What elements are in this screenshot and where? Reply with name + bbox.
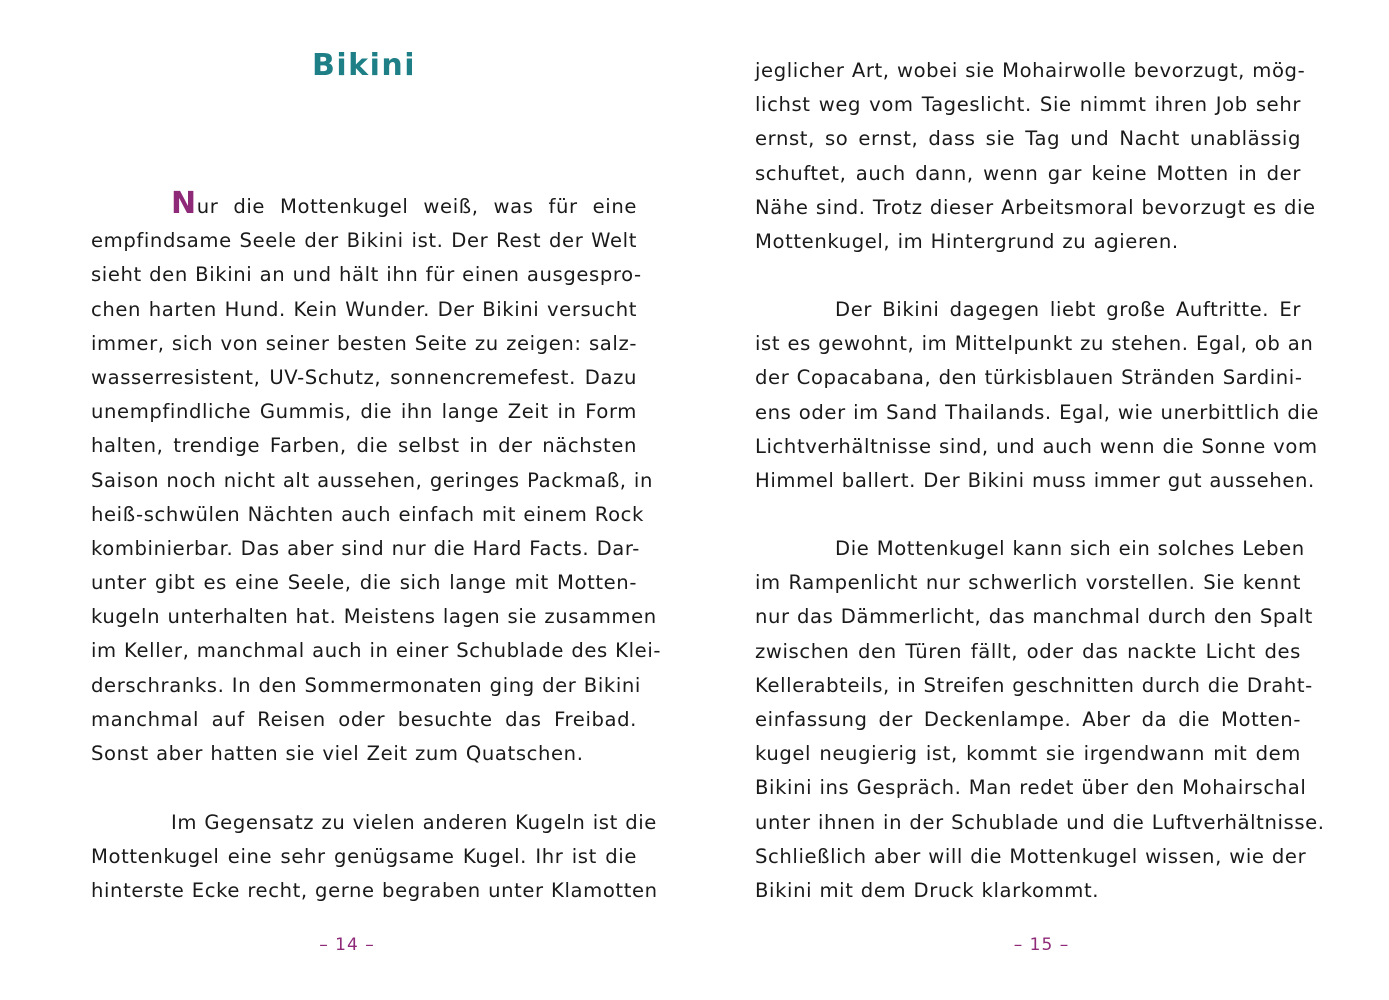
right-page — [694, 0, 1389, 1000]
left-paragraph-2 — [91, 806, 658, 909]
text-line: Schließlich aber will die Mottenkugel wissen, wie der — [755, 844, 1307, 868]
text-line: Kellerabteils, in Streifen geschnitten durch die Draht- — [755, 673, 1313, 697]
drop-cap: N — [171, 186, 197, 221]
text-line: im Rampenlicht nur schwerlich vorstellen. Sie kennt — [755, 571, 1301, 595]
text-line: ist es gewohnt, im Mittelpunkt zu stehen. Egal, ob an — [755, 332, 1314, 356]
text-line: Nur die Mottenkugel weiß, was für eine — [171, 186, 637, 221]
text-line: halten, trendige Farben, die selbst in der nächsten — [91, 434, 637, 458]
text-line: kugeln unterhalten hat. Meistens lagen sie zusammen — [91, 605, 657, 629]
text-line: im Keller, manchmal auch in einer Schublade des Klei- — [91, 639, 662, 663]
text-line: jeglicher Art, wobei sie Mohairwolle bevorzugt, mög- — [755, 59, 1306, 82]
text-line: Der Bikini dagegen liebt große Auftritte. Er — [835, 298, 1301, 321]
text-line: ernst, so ernst, dass sie Tag und Nacht unablässig — [755, 127, 1301, 151]
left-page — [0, 0, 694, 1000]
text-line: Lichtverhältnisse sind, und auch wenn die Sonne vom — [755, 434, 1318, 458]
text-line: Die Mottenkugel kann sich ein solches Leben — [835, 537, 1305, 560]
text-line: sieht den Bikini an und hält ihn für einen ausgespro- — [91, 263, 642, 287]
right-paragraph-1 — [755, 54, 1316, 259]
right-paragraph-3 — [755, 532, 1325, 908]
text-line: heiß-schwülen Nächten auch einfach mit einem Rock — [91, 502, 644, 526]
page-number: – 15 – — [1013, 935, 1070, 955]
text-line: nur das Dämmerlicht, das manchmal durch den Spalt — [755, 605, 1313, 629]
page-number: – 14 – — [319, 935, 375, 955]
text-line: Saison noch nicht alt aussehen, geringes Packmaß, in — [91, 468, 653, 492]
text-line: Bikini ins Gespräch. Man redet über den Mohairschal — [755, 776, 1307, 800]
text-line: unter ihnen in der Schublade und die Luftverhältnisse. — [755, 810, 1325, 834]
text-line: lichst weg vom Tageslicht. Sie nimmt ihren Job sehr — [755, 93, 1301, 117]
right-paragraph-2 — [755, 293, 1320, 498]
text-line: manchmal auf Reisen oder besuchte das Freibad. — [91, 707, 637, 731]
text-line: Himmel ballert. Der Bikini muss immer gut aussehen. — [755, 468, 1315, 492]
text-line: der Copacabana, den türkisblauen Stränden Sardini- — [755, 366, 1303, 390]
text-line: wasserresistent, UV-Schutz, sonnencremefest. Dazu — [91, 365, 637, 389]
text-line: Bikini mit dem Druck klarkommt. — [755, 878, 1100, 902]
text-line: chen harten Hund. Kein Wunder. Der Bikini versucht — [91, 297, 637, 321]
text-line: empfindsame Seele der Bikini ist. Der Rest der Welt — [91, 229, 637, 253]
text-line: Im Gegensatz zu vielen anderen Kugeln ist die — [171, 811, 657, 834]
text-line: kugel neugierig ist, kommt sie irgendwann mit dem — [755, 742, 1301, 766]
text-line: schuftet, auch dann, wenn gar keine Motten in der — [755, 161, 1301, 185]
text-line: kombinierbar. Das aber sind nur die Hard Facts. Dar- — [91, 536, 640, 560]
text-line: zwischen den Türen fällt, oder das nackte Licht des — [755, 639, 1301, 663]
text-line: Mottenkugel, im Hintergrund zu agieren. — [755, 229, 1179, 253]
text-line: ens oder im Sand Thailands. Egal, wie unerbittlich die — [755, 400, 1320, 424]
text-line: unter gibt es eine Seele, die sich lange mit Motten- — [91, 571, 637, 595]
text-line: immer, sich von seiner besten Seite zu zeigen: salz- — [91, 331, 637, 355]
text-line: hinterste Ecke recht, gerne begraben unter Klamotten — [91, 879, 658, 903]
text-line: Mottenkugel eine sehr genügsame Kugel. Ihr ist die — [91, 845, 637, 869]
text-line: Nähe sind. Trotz dieser Arbeitsmoral bevorzugt es die — [755, 195, 1316, 219]
text-line: derschranks. In den Sommermonaten ging der Bikini — [91, 673, 641, 697]
chapter-title: Bikini — [311, 48, 417, 83]
text-line: unempfindliche Gummis, die ihn lange Zeit in Form — [91, 400, 637, 424]
text-line: Sonst aber hatten sie viel Zeit zum Quatschen. — [91, 742, 584, 765]
text-line: einfassung der Deckenlampe. Aber da die Motten- — [755, 707, 1301, 731]
left-paragraph-1 — [91, 186, 662, 771]
